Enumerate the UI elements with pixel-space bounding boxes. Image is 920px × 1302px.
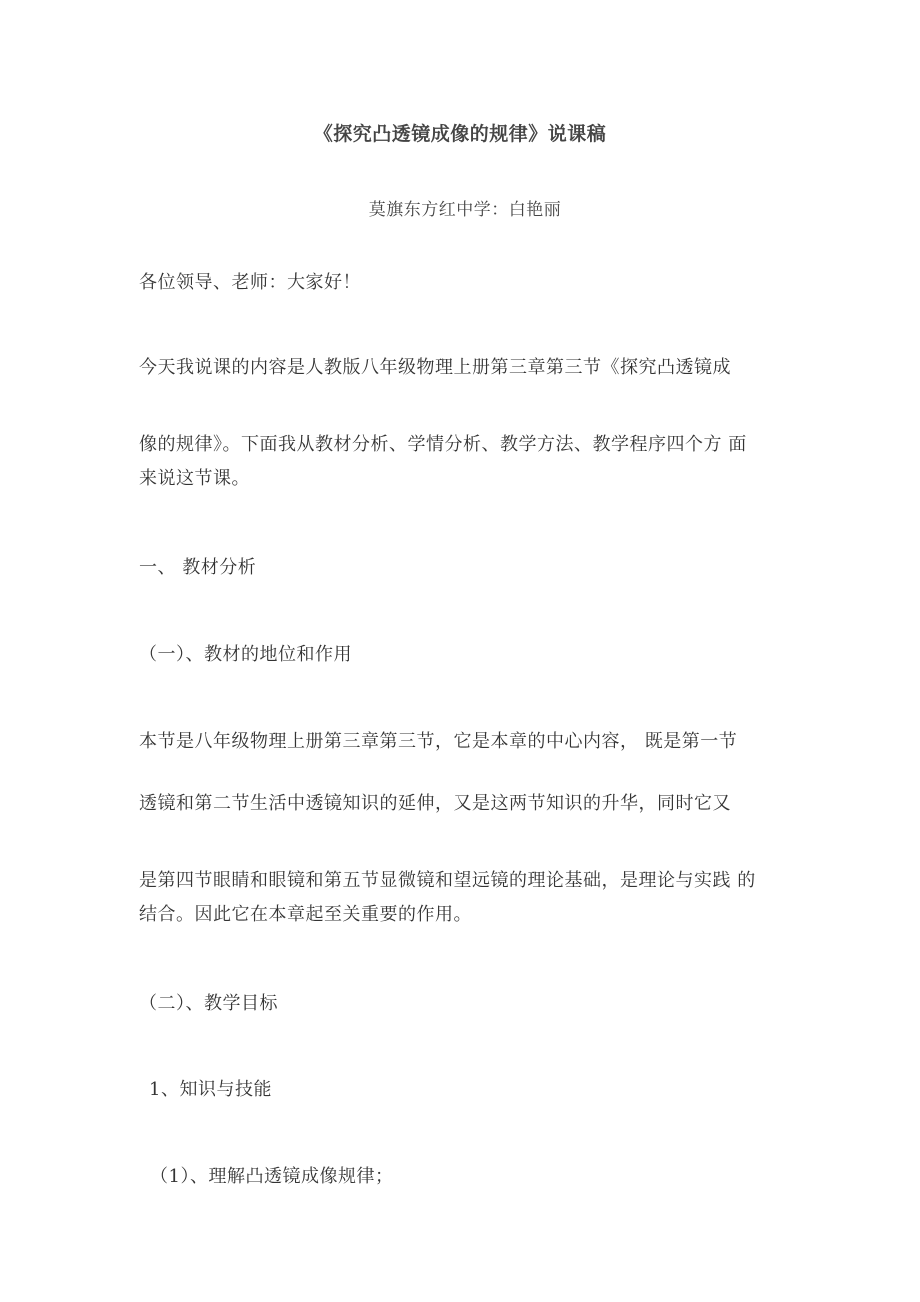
intro-line-3: 来说这节课。 [139, 468, 250, 489]
document-title: 《探究凸透镜成像的规律》说课稿 [313, 123, 607, 145]
intro-line-1: 今天我说课的内容是人教版八年级物理上册第三章第三节《探究凸透镜成 [139, 357, 731, 378]
subsection-heading: （一）、教材的地位和作用 [139, 644, 352, 665]
subsection-heading: （二）、教学目标 [139, 993, 278, 1014]
paragraph-line-4: 结合。因此它在本章起至关重要的作用。 [139, 904, 472, 925]
paragraph-line-3: 是第四节眼睛和眼镜和第五节显微镜和望远镜的理论基础，是理论与实践 的 [139, 870, 756, 891]
greeting: 各位领导、老师：大家好！ [139, 272, 361, 293]
list-item: 1、知识与技能 [149, 1079, 272, 1100]
section-heading: 一、 教材分析 [139, 557, 257, 578]
paragraph-line-1: 本节是八年级物理上册第三章第三节，它是本章的中心内容， 既是第一节 [139, 731, 738, 752]
paragraph-line-2: 透镜和第二节生活中透镜知识的延伸，又是这两节知识的升华，同时它又 [139, 793, 731, 814]
document-author: 莫旗东方红中学：白艳丽 [368, 200, 562, 220]
list-item: （1）、理解凸透镜成像规律； [150, 1166, 394, 1187]
intro-line-2: 像的规律》。下面我从教材分析、学情分析、教学方法、教学程序四个方 面 [139, 434, 747, 455]
